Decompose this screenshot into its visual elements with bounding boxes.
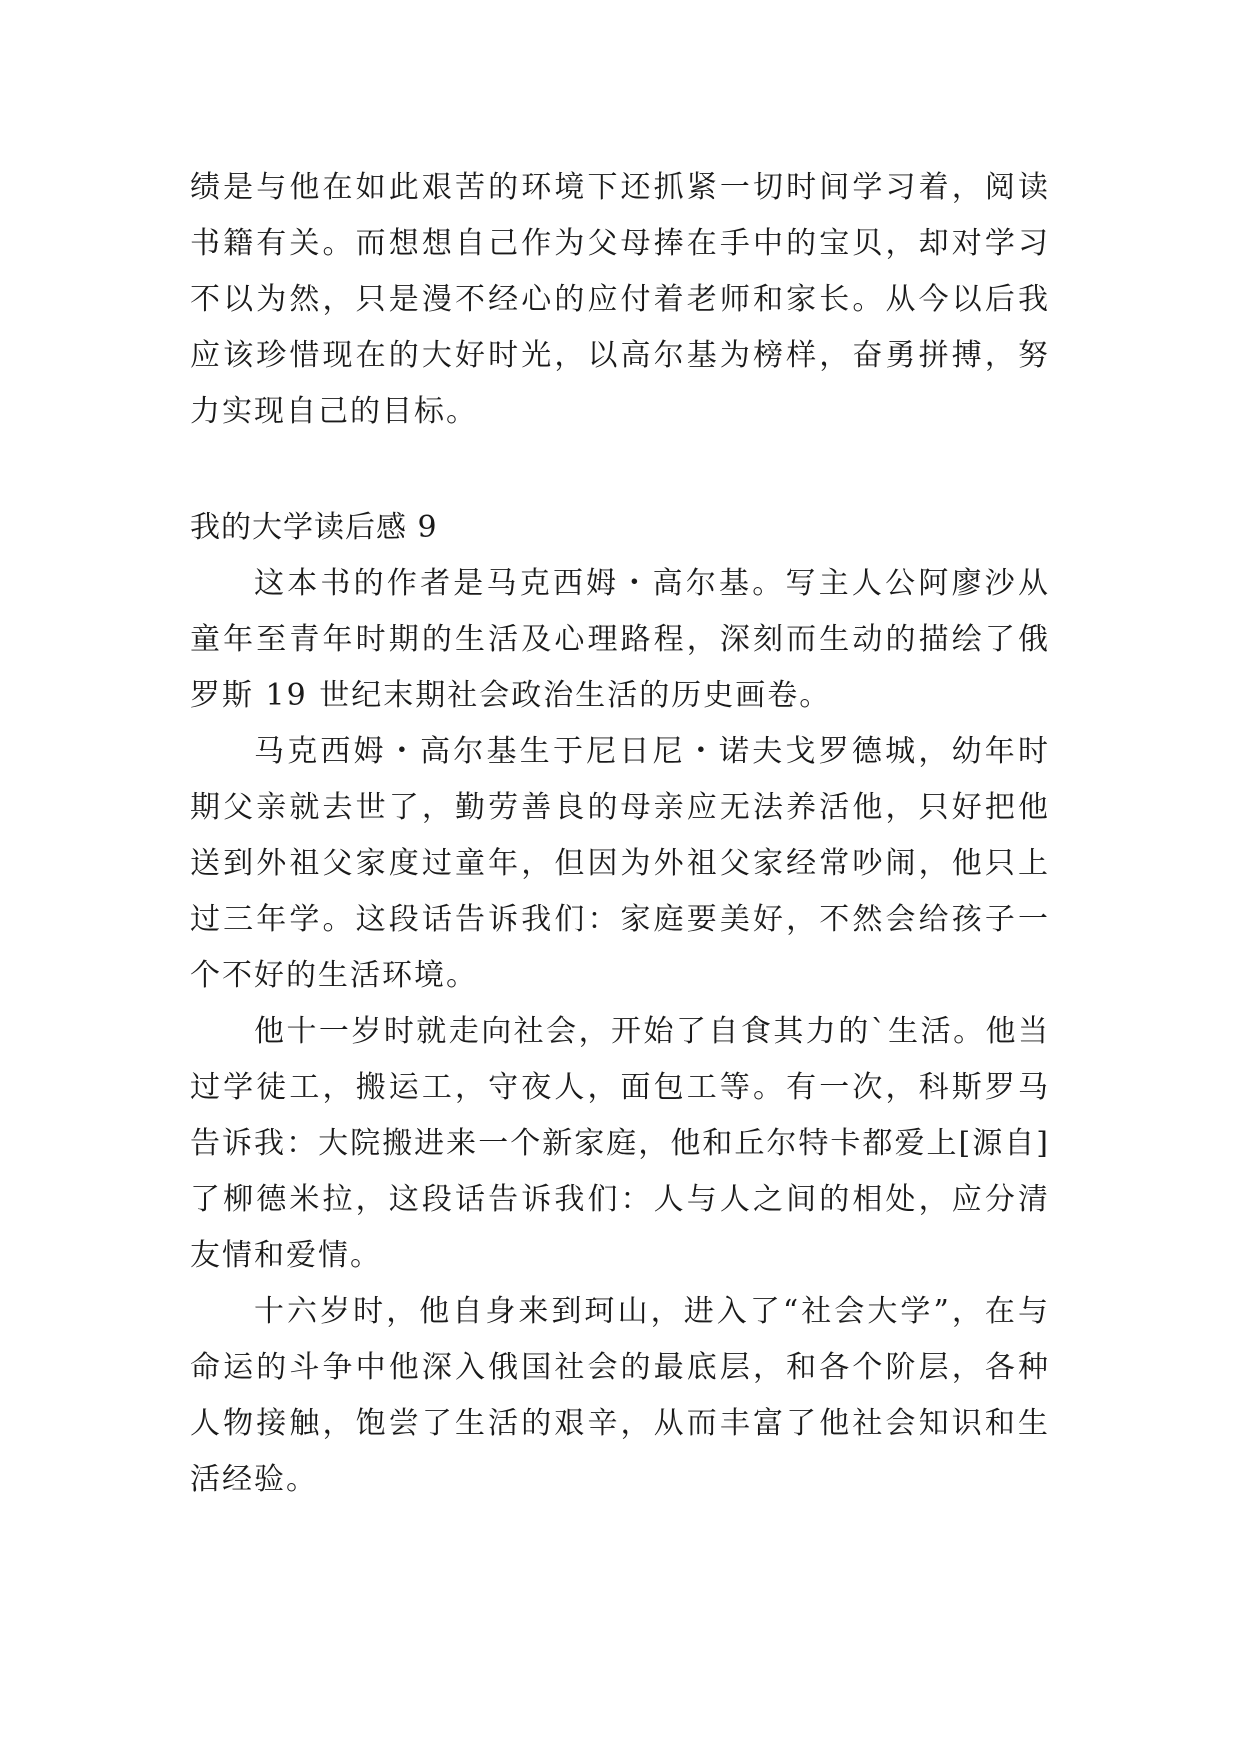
paragraph-continued: 绩是与他在如此艰苦的环境下还抓紧一切时间学习着，阅读书籍有关。而想想自己作为父母捧在手中的宝贝，却对学习不以为然，只是漫不经心的应付着老师和家长。从今以后我应该珍惜现在的大好时光，以高尔基为榜样，奋勇拼搏，努力实现自己的目标。	[190, 170, 1050, 429]
paragraph-1: 这本书的作者是马克西姆・高尔基。写主人公阿廖沙从童年至青年时期的生活及心理路程，深刻而生动的描绘了俄罗斯 19 世纪末期社会政治生活的历史画卷。	[190, 566, 1050, 713]
paragraph-2: 马克西姆・高尔基生于尼日尼・诺夫戈罗德城，幼年时期父亲就去世了，勤劳善良的母亲应无法养活他，只好把他送到外祖父家度过童年，但因为外祖父家经常吵闹，他只上过三年学。这段话告诉我们：家庭要美好，不然会给孩子一个不好的生活环境。	[190, 734, 1050, 993]
paragraph-4: 十六岁时，他自身来到珂山，进入了“社会大学”，在与命运的斗争中他深入俄国社会的最底层，和各个阶层，各种人物接触，饱尝了生活的艰辛，从而丰富了他社会知识和生活经验。	[190, 1294, 1050, 1497]
document-body	[190, 160, 1050, 1508]
paragraph-3: 他十一岁时就走向社会，开始了自食其力的`生活。他当过学徒工，搬运工，守夜人，面包工等。有一次，科斯罗马告诉我：大院搬进来一个新家庭，他和丘尔特卡都爱上[源自]了柳德米拉，这段话告诉我们：人与人之间的相处，应分清友情和爱情。	[190, 1014, 1050, 1273]
section-title: 我的大学读后感 9	[190, 510, 438, 545]
